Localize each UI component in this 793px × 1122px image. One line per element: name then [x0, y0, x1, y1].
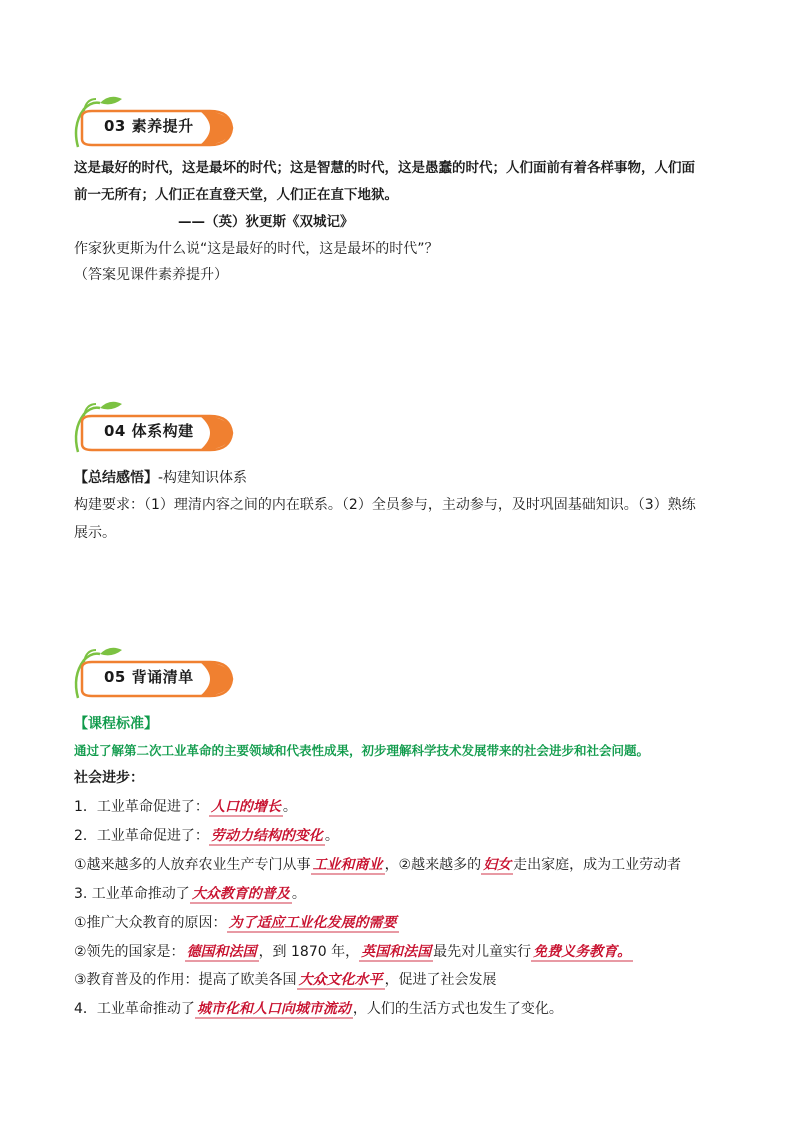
item-1: 1．工业革命促进了： 人口的增长 。: [74, 799, 297, 815]
item-3b: ②领先的国家是： 德国和法国 ，到 1870 年， 英国和法国 最先对儿童实行 免费义务教育。: [74, 944, 632, 960]
highlight-answer: 为了适应工业化发展的需要: [228, 915, 397, 931]
summary-heading-bracket: 【总结感悟】: [74, 470, 158, 486]
summary-heading-rest: -构建知识体系: [158, 470, 248, 486]
highlight-answer: 免费义务教育。: [533, 944, 632, 960]
question-text: 作家狄更斯为什么说“这是最好的时代，这是最坏的时代”？: [74, 241, 439, 257]
requirement-line-2: 展示。: [74, 525, 116, 541]
standard-text: 通过了解第二次工业革命的主要领域和代表性成果，初步理解科学技术发展带来的社会进步和社会问题。: [74, 743, 650, 758]
requirement-line-1: 构建要求：（1）理清内容之间的内在联系。（2）全员参与，主动参与，及时巩固基础知识。（3）熟练: [74, 497, 696, 513]
highlight-answer: 妇女: [483, 857, 512, 873]
highlight-answer: 大众文化水平: [298, 972, 383, 988]
section-title: 05 背诵清单: [104, 668, 194, 686]
section-title: 04 体系构建: [104, 422, 194, 440]
item-3c: ③教育普及的作用：提高了欧美各国 大众文化水平 ，促进了社会发展: [74, 972, 497, 988]
answer-note: （答案见课件素养提升）: [74, 267, 228, 283]
quote-line-2: 前一无所有；人们正在直登天堂，人们正在直下地狱。: [74, 187, 398, 203]
highlight-answer: 德国和法国: [186, 944, 257, 960]
item-2a: ①越来越多的人放弃农业生产专门从事 工业和商业 ，②越来越多的 妇女 走出家庭，成为工业劳动者: [74, 857, 682, 873]
highlight-answer: 大众教育的普及: [191, 886, 290, 902]
item-4: 4．工业革命推动了 城市化和人口向城市流动 ，人们的生活方式也发生了变化。: [74, 1001, 563, 1017]
item-3a: ①推广大众教育的原因： 为了适应工业化发展的需要: [74, 915, 397, 931]
progress-heading: 社会进步：: [74, 770, 144, 786]
section-header-05: [70, 646, 240, 696]
section-header-03: [70, 95, 240, 145]
section-title: 03 素养提升: [104, 117, 194, 135]
highlight-answer: 劳动力结构的变化: [210, 828, 323, 844]
highlight-answer: 城市化和人口向城市流动: [196, 1001, 351, 1017]
highlight-answer: 英国和法国: [361, 944, 432, 960]
highlight-answer: 工业和商业: [312, 857, 383, 873]
item-3: 3. 工业革命推动了 大众教育的普及 。: [74, 886, 306, 902]
highlight-answer: 人口的增长: [210, 799, 281, 815]
section-header-04: [70, 400, 240, 450]
item-2: 2．工业革命促进了： 劳动力结构的变化 。: [74, 828, 339, 844]
standard-heading: 【课程标准】: [74, 716, 158, 732]
quote-line-1: 这是最好的时代，这是最坏的时代；这是智慧的时代，这是愚蠢的时代；人们面前有着各样事物，人们面: [74, 160, 695, 176]
summary-heading: [74, 468, 247, 488]
quote-attribution: ——（英）狄更斯《双城记》: [178, 214, 354, 230]
